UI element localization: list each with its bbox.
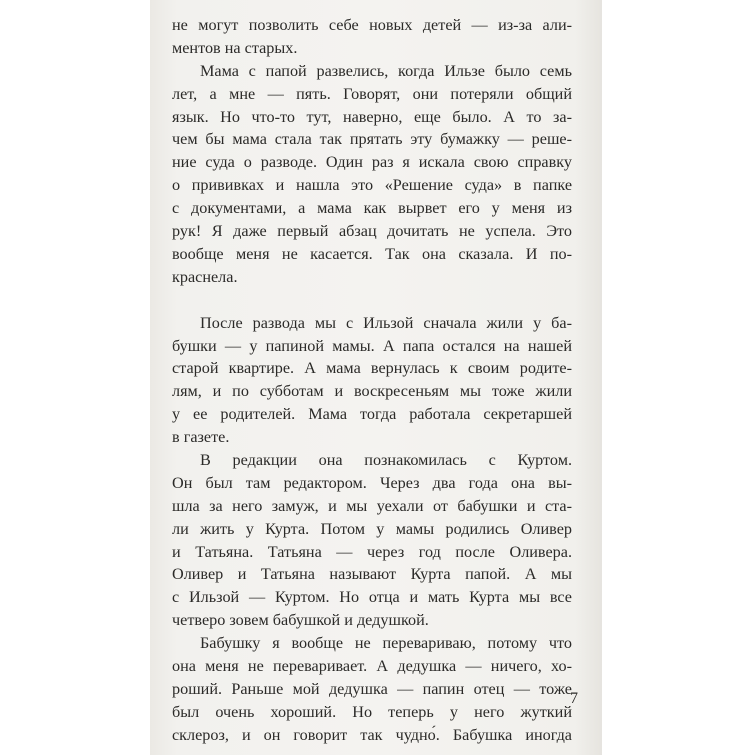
text-line: роший. Раньше мой дедушка — папин отец — тоже <box>172 679 572 698</box>
text-line: у ее родителей. Мама тогда работала секретаршей <box>172 405 572 424</box>
text-line: рук! Я даже первый абзац дочитать не успела. Это <box>172 222 572 241</box>
paragraph <box>172 312 572 449</box>
text-line: четверо зовем бабушкой и дедушкой. <box>172 611 429 630</box>
paragraph <box>172 632 572 746</box>
text-line: не могут позволить себе новых детей — из-за али- <box>172 16 572 34</box>
text-line: лет, а мне — пять. Говорят, они потеряли общий <box>172 84 572 103</box>
text-line: в газете. <box>172 428 230 447</box>
text-line: о прививках и нашла это «Решение суда» в папке <box>172 176 572 195</box>
text-line: После развода мы с Ильзой сначала жили у ба- <box>200 313 572 332</box>
text-line: и Татьяна. Татьяна — через год после Оливера. <box>172 542 572 561</box>
paragraph <box>172 14 572 60</box>
page-number: 7 <box>570 690 578 707</box>
text-line: склероз, и он говорит так чудно́. Бабушка иногда <box>172 725 572 744</box>
paragraph <box>172 60 572 289</box>
text-line: язык. Но что-то тут, наверно, еще было. А то за- <box>172 107 572 126</box>
text-line: Оливер и Татьяна называют Курта папой. А мы <box>172 565 572 584</box>
text-line: с Ильзой — Куртом. Но отца и мать Курта мы все <box>172 588 572 607</box>
text-line: с документами, а мама как вырвет его у меня из <box>172 199 572 218</box>
text-line: Мама с папой развелись, когда Ильзе было семь <box>200 61 572 80</box>
text-line: Бабушку я вообще не перевариваю, потому что <box>200 634 572 653</box>
text-line: бушки — у папиной мамы. А папа остался на нашей <box>172 336 572 355</box>
paragraph-gap <box>172 289 572 312</box>
page-body-text <box>172 14 572 747</box>
text-line: старой квартире. А мама вернулась к своим родите- <box>172 359 572 378</box>
text-line: чем бы мама стала так прятать эту бумажку — реше- <box>172 130 572 149</box>
text-line: Он был там редактором. Через два года она вы- <box>172 473 572 492</box>
text-line: лям, и по субботам и воскресеньям мы тоже жили <box>172 382 572 401</box>
paragraph <box>172 449 572 632</box>
text-line: вообще меня не касается. Так она сказала. И по- <box>172 244 572 263</box>
text-line: ние суда о разводе. Один раз я искала свою справку <box>172 153 572 172</box>
text-line: ли жить у Курта. Потом у мамы родились Оливер <box>172 519 572 538</box>
text-line: она меня не переваривает. А дедушка — ничего, хо- <box>172 657 572 676</box>
book-page <box>150 0 602 755</box>
text-line: краснела. <box>172 267 238 286</box>
text-line: В редакции она познакомилась с Куртом. <box>200 451 572 470</box>
text-line: был очень хороший. Но теперь у него жуткий <box>172 702 572 721</box>
text-line: ментов на старых. <box>172 38 298 57</box>
text-line: шла за него замуж, и мы уехали от бабушки и ста- <box>172 496 572 515</box>
